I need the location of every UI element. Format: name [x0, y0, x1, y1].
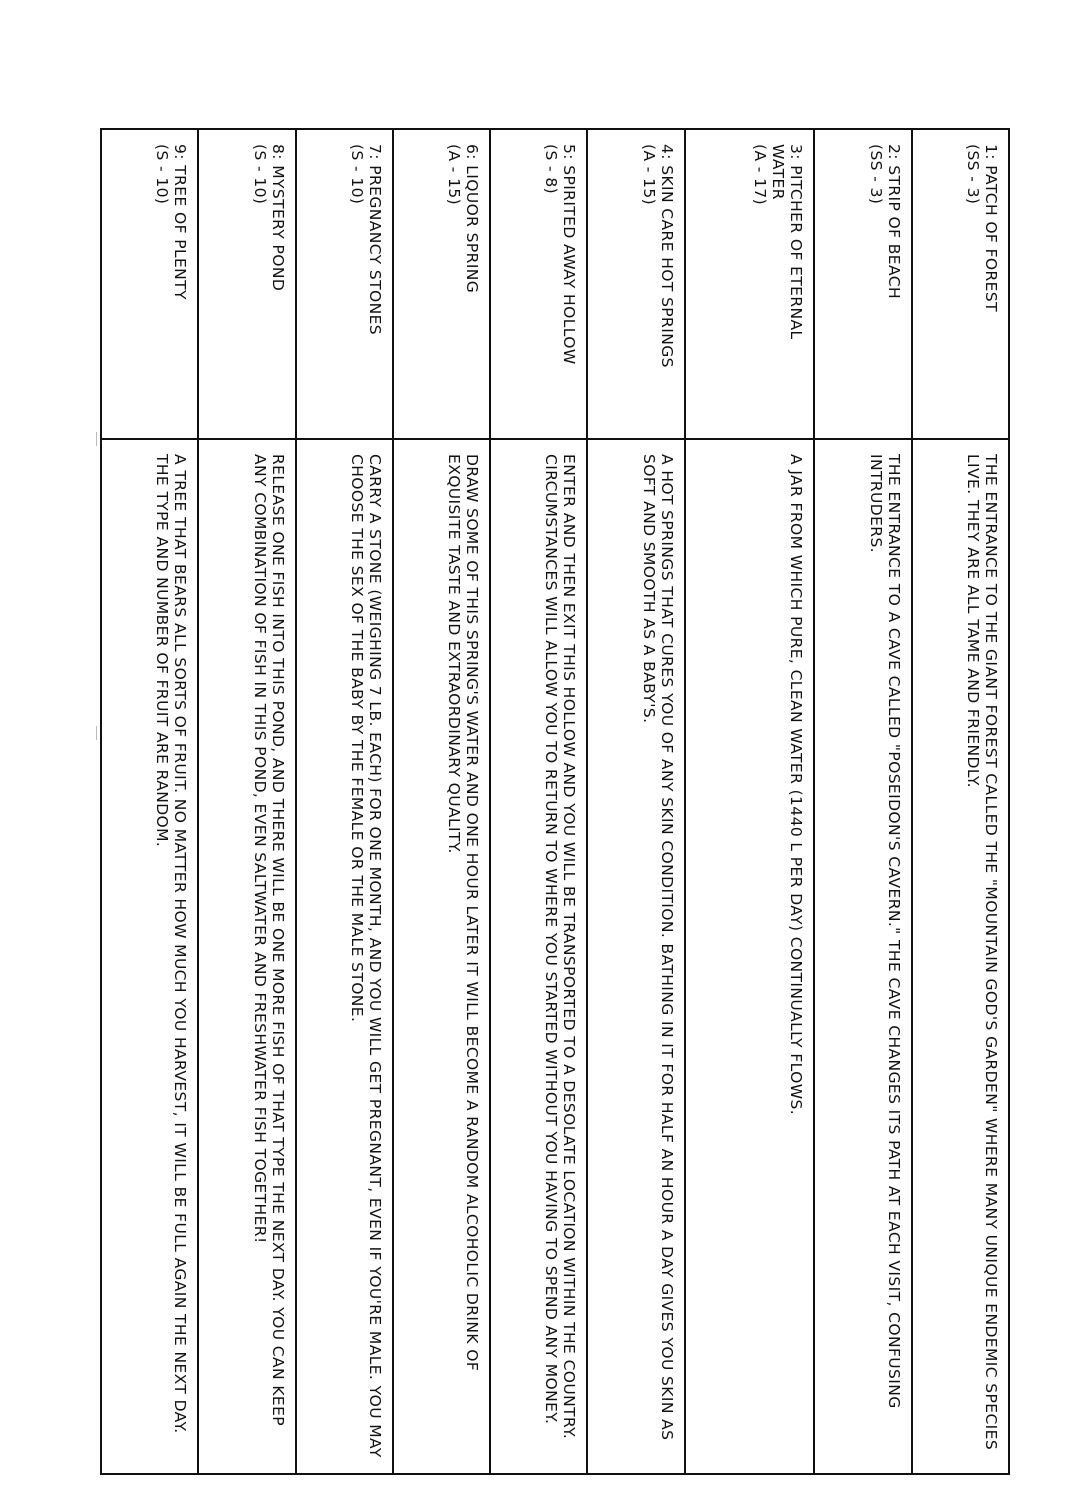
item-code: (A - 15)	[639, 144, 658, 206]
item-name-cell	[912, 129, 1009, 439]
item-name-cell	[101, 129, 198, 439]
item-code: (S - 10)	[250, 144, 269, 205]
table-row	[587, 129, 684, 1474]
table-row	[685, 129, 815, 1474]
item-code: (S - 8)	[542, 144, 561, 195]
table-row	[296, 129, 393, 1474]
item-description-cell	[198, 439, 295, 1474]
item-description: THE ENTRANCE TO THE GIANT FOREST CALLED THE "MOUNTAIN GOD'S GARDEN" WHERE MANY UNIQUE ENDEMIC SPECIES LIVE. THEY ARE ALL TAME AND FRIENDLY.	[964, 454, 1000, 1451]
item-name: 1: PATCH OF FOREST	[982, 144, 1000, 312]
item-description: A TREE THAT BEARS ALL SORTS OF FRUIT. NO MATTER HOW MUCH YOU HARVEST, IT WILL BE FULL AGAIN THE NEXT DAY. THE TYPE AND NUMBER OF FRUIT ARE RANDOM.	[153, 454, 190, 1434]
item-code: (S - 10)	[153, 144, 172, 205]
table-row	[393, 129, 490, 1474]
item-description-cell	[101, 439, 198, 1474]
item-name: 2: STRIP OF BEACH	[884, 144, 903, 300]
item-code: (A - 15)	[445, 144, 464, 206]
item-description: RELEASE ONE FISH INTO THIS POND, AND THERE WILL BE ONE MORE FISH OF THAT TYPE THE NEXT DAY. YOU CAN KEEP ANY COMBINATION OF FISH IN THIS POND, EVEN SALTWATER AND FRESHWATER FISH TOGETHER!	[250, 454, 287, 1427]
item-name: 7: PREGNANCY STONES	[365, 144, 384, 336]
table-row	[912, 129, 1009, 1474]
item-name-cell	[587, 129, 684, 439]
item-description: A HOT SPRINGS THAT CURES YOU OF ANY SKIN CONDITION. BATHING IN IT FOR HALF AN HOUR A DAY GIVES YOU SKIN AS SOFT AND SMOOTH AS A BABY'S.	[639, 454, 676, 1441]
scan-mark	[96, 726, 97, 740]
table-row	[490, 129, 587, 1474]
item-code: (SS - 3)	[866, 144, 885, 205]
item-name-cell	[296, 129, 393, 439]
item-description-cell	[490, 439, 587, 1474]
item-name: 9: TREE OF PLENTY	[171, 144, 190, 300]
table-row	[101, 129, 198, 1474]
item-name-cell	[393, 129, 490, 439]
item-description: THE ENTRANCE TO A CAVE CALLED "POSEIDON'S CAVERN." THE CAVE CHANGES ITS PATH AT EACH VISIT, CONFUSING INTRUDERS.	[866, 454, 903, 1409]
item-description: DRAW SOME OF THIS SPRING'S WATER AND ONE HOUR LATER IT WILL BECOME A RANDOM ALCOHOLIC DRINK OF EXQUISITE TASTE AND EXTRAORDINARY QUALITY.	[445, 454, 482, 1372]
item-description: ENTER AND THEN EXIT THIS HOLLOW AND YOU WILL BE TRANSPORTED TO A DESOLATE LOCATION WITHIN THE COUNTRY. CIRCUMSTANCES WILL ALLOW YOU TO RETURN TO WHERE YOU STARTED WITHOUT YOU HAVING TO SPEND ANY MONEY.	[542, 454, 579, 1440]
item-name-cell	[685, 129, 815, 439]
item-description: A JAR FROM WHICH PURE, CLEAN WATER (1440 L PER DAY) CONTINUALLY FLOWS.	[787, 454, 806, 1116]
item-description-cell	[685, 439, 815, 1474]
item-description-cell	[912, 439, 1009, 1474]
item-name: 6: LIQUOR SPRING	[463, 144, 482, 294]
item-name-cell	[198, 129, 295, 439]
item-description-cell	[393, 439, 490, 1474]
item-description: CARRY A STONE (WEIGHING 7 LB. EACH) FOR ONE MONTH, AND YOU WILL GET PREGNANT, EVEN IF YOU'RE MALE. YOU MAY CHOOSE THE SEX OF THE BABY BY THE FEMALE OR THE MALE STONE.	[347, 454, 384, 1458]
item-description-cell	[296, 439, 393, 1474]
item-name: 8: MYSTERY POND	[268, 144, 287, 292]
item-table-frame	[100, 128, 1010, 1475]
table-row	[198, 129, 295, 1474]
item-name: 3: PITCHER OF ETERNAL WATER	[769, 144, 806, 340]
item-description-cell	[587, 439, 684, 1474]
scan-mark	[96, 432, 97, 446]
item-name: 5: SPIRITED AWAY HOLLOW	[560, 144, 579, 365]
item-code: (SS - 3)	[964, 144, 982, 205]
item-code: (A - 17)	[751, 144, 770, 206]
rotated-table-container	[100, 128, 1010, 1475]
item-table	[100, 128, 1010, 1475]
item-name-cell	[814, 129, 911, 439]
item-code: (S - 10)	[347, 144, 366, 205]
item-description-cell	[814, 439, 911, 1474]
item-name-cell	[490, 129, 587, 439]
table-row	[814, 129, 911, 1474]
item-name: 4: SKIN CARE HOT SPRINGS	[657, 144, 676, 368]
